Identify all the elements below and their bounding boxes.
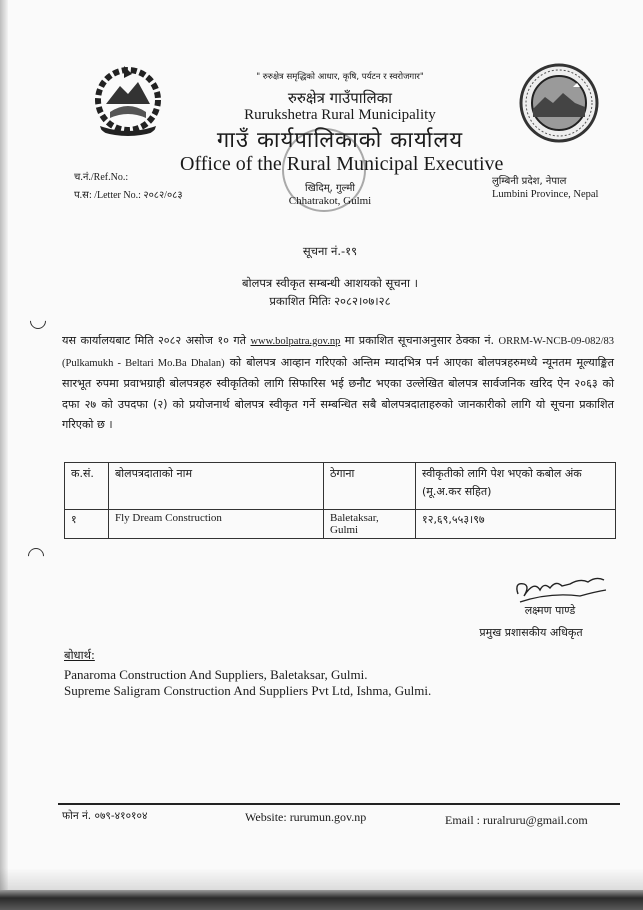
letter-number: प.स: /Letter No.: २०८२/०८३ xyxy=(74,190,183,201)
stamp-text: खिदिम्, गुल्मी xyxy=(305,183,355,194)
body-text: यस कार्यालयबाट मिति २०८२ असोज १० गते xyxy=(62,334,251,347)
footer-divider xyxy=(58,803,620,805)
footer-email[interactable]: Email : ruralruru@gmail.com xyxy=(445,813,588,827)
province-en: Lumbini Province, Nepal xyxy=(492,189,599,200)
signatory-name: लक्ष्मण पाण्डे xyxy=(524,604,576,617)
ref-number-label: च.नं./Ref.No.: xyxy=(74,172,129,183)
cc-item: Supreme Saligram Construction And Suppliers Pvt Ltd, Ishma, Gulmi. xyxy=(64,683,432,698)
footer-website[interactable]: Website: rurumun.gov.np xyxy=(245,810,367,824)
office-name-en: Office of the Rural Municipal Executive xyxy=(180,153,504,175)
province-np: लुम्बिनी प्रदेश, नेपाल xyxy=(492,176,567,187)
punch-hole-mark xyxy=(27,310,50,333)
municipality-logo-icon xyxy=(517,61,601,145)
footer-phone: फोन नं. ०७९-४१०१०४ xyxy=(62,810,148,822)
table-header-row xyxy=(65,463,616,510)
cell-sn: १ xyxy=(65,510,109,539)
cell-bidder: Fly Dream Construction xyxy=(109,510,324,539)
cell-amount: १२,६९,५५३।९७ xyxy=(416,510,616,539)
published-date: प्रकाशित मितिः २०८२।०७।२८ xyxy=(269,294,391,308)
municipality-name-en: Rurukshetra Rural Municipality xyxy=(244,107,436,123)
col-header-address: ठेगाना xyxy=(324,463,416,510)
body-text: मा प्रकाशित सूचनाअनुसार ठेक्का नं. xyxy=(340,334,499,347)
municipality-name-np: रुरुक्षेत्र गाउँपालिका xyxy=(287,89,393,107)
cc-heading: बोधार्थ: xyxy=(64,648,95,662)
scan-bottom-fade xyxy=(0,868,643,890)
body-text: को बोलपत्र आव्हान गरिएको अन्तिम म्यादभित्र पर्न आएका बोलपत्रहरुमध्ये न्यूनतम मूल्याङ्कित सारभूत रुपमा प्रवाभग्राही बोलपत्रहरु स्वीकृतिको लागि सिफारिस भई छनौट भएका उल्लेखित बोलपत्र सार्वजनिक खरिद ऐन २०६३ को दफा २७ को उपदफा (२) को प्रयोजनार्थ बोलपत्र स्वीकृत गर्ने सम्बन्धित सबै बोलपत्रदाताहरुको जानकारीको लागि यो सूचना प्रकाशित गरिएको छ । xyxy=(62,355,614,431)
motto: " रुरुक्षेत्र समृद्धिको आधार, कृषि, पर्यटन र स्वरोजगार" xyxy=(256,72,424,82)
table-row xyxy=(65,510,616,539)
nepal-emblem-icon xyxy=(88,60,168,140)
scanner-edge xyxy=(0,890,643,910)
office-name-np: गाउँ कार्यपालिकाको कार्यालय xyxy=(216,128,464,153)
bid-table xyxy=(64,462,616,539)
bolpatra-link[interactable]: www.bolpatra.gov.np xyxy=(250,336,341,347)
signatory-title: प्रमुख प्रशासकीय अधिकृत xyxy=(479,626,583,639)
contract-number: ORRM-W-NCB-09-082/83 (Pulkamukh - Beltari Mo.Ba Dhalan) xyxy=(62,336,614,369)
col-header-bidder: बोलपत्रदाताको नाम xyxy=(109,463,324,510)
notice-body xyxy=(62,331,614,436)
cell-address: Baletaksar, Gulmi xyxy=(324,510,416,539)
col-header-sn: क.सं. xyxy=(65,463,109,510)
cc-item: Panaroma Construction And Suppliers, Baletaksar, Gulmi. xyxy=(64,667,368,682)
stamp-text: Chhatrakot, Gulmi xyxy=(288,195,372,207)
notice-number: सूचना नं.-१९ xyxy=(302,244,358,258)
scan-edge-shadow xyxy=(0,0,8,910)
punch-hole-mark xyxy=(25,545,48,568)
col-header-amount: स्वीकृतीको लागि पेश भएको कबोल अंक (मू.अ.कर सहित) xyxy=(416,463,616,510)
notice-subject: बोलपत्र स्वीकृत सम्बन्धी आशयको सूचना । xyxy=(242,276,418,290)
